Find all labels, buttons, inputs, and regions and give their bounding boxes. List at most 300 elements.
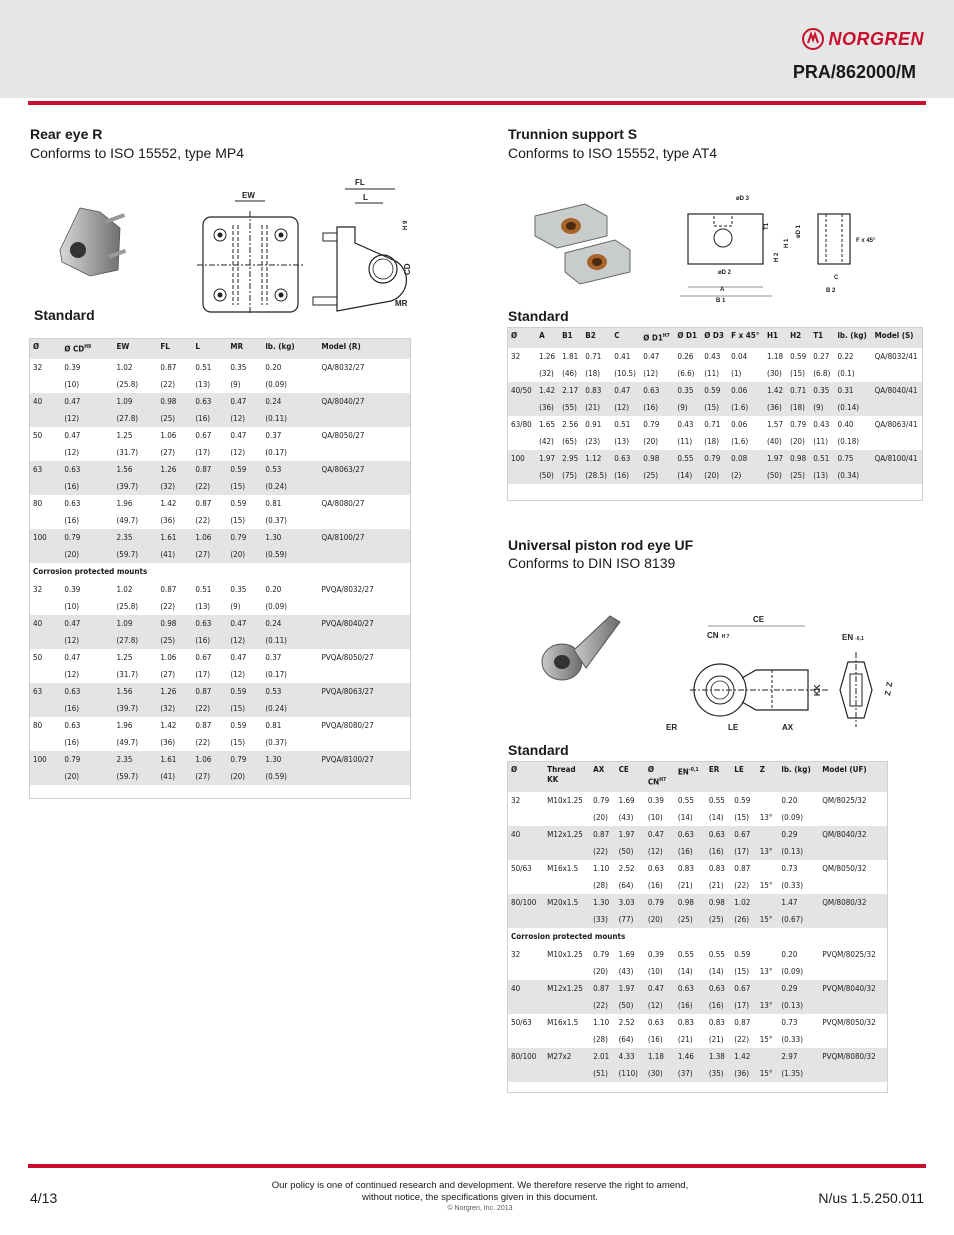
table-cell: 2.01: [589, 1048, 614, 1065]
table-cell: 50: [29, 649, 60, 666]
col-weight: lb. (kg): [833, 327, 870, 348]
table-cell: (1.35): [777, 1065, 818, 1082]
table-cell: (2): [727, 467, 763, 484]
table-cell: 0.47: [60, 393, 112, 410]
dim-z: ZZ: [883, 681, 895, 697]
col-c: C: [610, 327, 639, 348]
table-cell: 100: [507, 450, 535, 467]
table-cell: 0.98: [786, 450, 809, 467]
table-cell: 0.47: [60, 615, 112, 632]
table-cell: 0.43: [673, 416, 700, 433]
table-cell: QA/8063/41: [871, 416, 922, 433]
rear-eye-standard-label: Standard: [34, 307, 95, 323]
table-cell: (32): [156, 478, 191, 495]
table-cell: (10): [644, 963, 674, 980]
table-cell: (16): [191, 410, 226, 427]
table-cell: 0.71: [786, 382, 809, 399]
table-cell: (31.7): [112, 444, 156, 461]
table-cell: (50): [763, 467, 786, 484]
table-cell: (0.14): [833, 399, 870, 416]
dim-d2: øD 2: [718, 270, 732, 276]
table-cell: (0.17): [261, 666, 317, 683]
table-cell: 0.24: [261, 615, 317, 632]
table-cell: (32): [156, 700, 191, 717]
table-cell: (16): [674, 843, 705, 860]
table-cell: (110): [615, 1065, 644, 1082]
table-cell: (0.09): [777, 963, 818, 980]
table-cell: 0.39: [644, 946, 674, 963]
col-d1: Ø D1: [673, 327, 700, 348]
table-cell: (6.8): [809, 365, 833, 382]
table-cell: (0.24): [261, 478, 317, 495]
table-cell: 0.83: [674, 1014, 705, 1031]
col-dia: Ø: [507, 761, 543, 792]
table-cell: (22): [156, 376, 191, 393]
table-cell: 1.26: [156, 461, 191, 478]
table-cell: (25): [156, 410, 191, 427]
table-cell: 0.20: [777, 792, 818, 809]
page-number: 4/13: [30, 1190, 58, 1206]
table-cell: PVQA/8032/27: [318, 581, 410, 598]
table-cell: (25): [674, 911, 705, 928]
table-cell: (20): [589, 963, 614, 980]
table-cell: 0.59: [226, 461, 261, 478]
table-cell: (15): [226, 734, 261, 751]
table-cell: 1.06: [191, 751, 226, 768]
rod-eye-drawing: [660, 612, 905, 737]
policy-line-1: Our policy is one of continued research and development. We therefore reserve the right to amend,: [271, 1180, 689, 1191]
table-cell: QM/8080/32: [818, 894, 887, 911]
table-cell: 0.35: [226, 359, 261, 376]
rod-eye-table-border: [507, 761, 888, 1093]
table-cell: (30): [644, 1065, 674, 1082]
table-cell: (20): [226, 768, 261, 785]
col-l: L: [191, 338, 226, 359]
table-cell: (22): [191, 478, 226, 495]
table-cell: 0.67: [191, 427, 226, 444]
table-cell: 1.81: [558, 348, 581, 365]
table-cell: (22): [191, 700, 226, 717]
dim-ce: CE: [753, 615, 765, 624]
table-cell: (28.5): [581, 467, 610, 484]
table-cell: 0.47: [60, 649, 112, 666]
table-cell: QA/8032/41: [871, 348, 922, 365]
table-cell: (14): [674, 809, 705, 826]
table-cell: 1.97: [615, 826, 644, 843]
dim-l: L: [363, 193, 368, 202]
table-cell: QA/8040/27: [318, 393, 410, 410]
table-cell: 0.37: [261, 649, 317, 666]
table-cell: 0.98: [156, 615, 191, 632]
table-cell: 0.47: [226, 427, 261, 444]
table-cell: M10x1.25: [543, 946, 589, 963]
rear-eye-table-border: [29, 338, 411, 799]
table-cell: (49.7): [112, 734, 156, 751]
table-cell: (40): [763, 433, 786, 450]
table-cell: (0.18): [833, 433, 870, 450]
trunnion-standard-label: Standard: [508, 308, 569, 324]
table-cell: QA/8063/27: [318, 461, 410, 478]
table-cell: 1.47: [777, 894, 818, 911]
table-cell: 0.22: [833, 348, 870, 365]
table-cell: QA/8080/27: [318, 495, 410, 512]
table-cell: 1.96: [112, 495, 156, 512]
dim-mr: MR: [395, 299, 408, 308]
table-cell: 0.63: [705, 980, 730, 997]
table-cell: (15): [786, 365, 809, 382]
table-cell: (43): [615, 809, 644, 826]
table-cell: (27.8): [112, 632, 156, 649]
table-cell: 2.35: [112, 529, 156, 546]
rear-eye-title: Rear eye R: [30, 126, 103, 142]
table-cell: 0.87: [156, 359, 191, 376]
table-cell: (27): [156, 666, 191, 683]
table-cell: 0.26: [673, 348, 700, 365]
table-cell: 1.97: [763, 450, 786, 467]
col-d1-h7: Ø $D1^{H7}$: [639, 327, 673, 348]
table-cell: 0.87: [156, 581, 191, 598]
table-cell: (11): [809, 433, 833, 450]
table-cell: M27x2: [543, 1048, 589, 1065]
table-cell: (20): [226, 546, 261, 563]
table-cell: 0.41: [610, 348, 639, 365]
table-cell: (41): [156, 768, 191, 785]
table-cell: 1.02: [730, 894, 755, 911]
table-cell: (0.33): [777, 1031, 818, 1048]
table-cell: 40: [507, 980, 543, 997]
col-weight: lb. (kg): [777, 761, 818, 792]
table-cell: 1.10: [589, 1014, 614, 1031]
col-t1: T1: [809, 327, 833, 348]
table-cell: (14): [705, 963, 730, 980]
table-cell: 63: [29, 683, 60, 700]
table-cell: (36): [763, 399, 786, 416]
table-cell: (9): [809, 399, 833, 416]
table-cell: 0.83: [705, 860, 730, 877]
table-cell: (0.37): [261, 512, 317, 529]
table-cell: 0.79: [589, 946, 614, 963]
table-cell: (17): [191, 444, 226, 461]
col-b2: B2: [581, 327, 610, 348]
table-cell: (36): [535, 399, 558, 416]
table-cell: 0.53: [261, 683, 317, 700]
table-cell: (16): [60, 512, 112, 529]
table-cell: 0.47: [644, 826, 674, 843]
table-cell: (64): [615, 1031, 644, 1048]
table-cell: 0.08: [727, 450, 763, 467]
table-cell: (14): [705, 809, 730, 826]
table-cell: 1.30: [261, 529, 317, 546]
trunnion-photo: [525, 198, 635, 288]
table-cell: (36): [156, 512, 191, 529]
policy-note: [180, 1180, 780, 1204]
table-cell: (51): [589, 1065, 614, 1082]
table-cell: (21): [674, 1031, 705, 1048]
table-cell: 0.75: [833, 450, 870, 467]
col-b1: B1: [558, 327, 581, 348]
col-weight: lb. (kg): [261, 338, 317, 359]
bottom-divider: [28, 1164, 926, 1168]
table-cell: 1.02: [112, 359, 156, 376]
table-cell: 15°: [756, 877, 778, 894]
table-cell: 1.97: [535, 450, 558, 467]
table-cell: 0.91: [581, 416, 610, 433]
col-a: A: [535, 327, 558, 348]
table-cell: 1.06: [156, 427, 191, 444]
table-cell: 0.20: [777, 946, 818, 963]
rear-eye-photo: [50, 200, 130, 280]
table-cell: 0.20: [261, 581, 317, 598]
norgren-logo: [802, 28, 924, 50]
table-cell: (12): [644, 997, 674, 1014]
table-cell: 50/63: [507, 1014, 543, 1031]
dim-le: LE: [728, 723, 739, 732]
table-cell: QA/8050/27: [318, 427, 410, 444]
table-cell: (21): [705, 1031, 730, 1048]
table-cell: 0.81: [261, 717, 317, 734]
table-cell: (1.6): [727, 433, 763, 450]
table-cell: 1.42: [156, 495, 191, 512]
table-cell: 40: [29, 393, 60, 410]
table-cell: 1.69: [615, 946, 644, 963]
table-cell: 0.79: [589, 792, 614, 809]
table-cell: (13): [809, 467, 833, 484]
table-cell: (0.09): [777, 809, 818, 826]
table-cell: 80: [29, 495, 60, 512]
table-cell: (15): [226, 512, 261, 529]
table-cell: 0.63: [644, 860, 674, 877]
table-cell: (41): [156, 546, 191, 563]
table-cell: (12): [639, 365, 673, 382]
table-cell: 1.18: [763, 348, 786, 365]
table-cell: (0.11): [261, 632, 317, 649]
table-cell: 80/100: [507, 894, 543, 911]
table-cell: M12x1.25: [543, 980, 589, 997]
table-cell: (37): [674, 1065, 705, 1082]
col-dia: Ø: [29, 338, 60, 359]
table-cell: 0.79: [786, 416, 809, 433]
table-cell: (0.59): [261, 768, 317, 785]
table-cell: PVQM/8025/32: [818, 946, 887, 963]
table-cell: 1.57: [763, 416, 786, 433]
table-cell: 80/100: [507, 1048, 543, 1065]
table-cell: 1.25: [112, 649, 156, 666]
table-cell: 0.47: [644, 980, 674, 997]
table-cell: QA/8100/41: [871, 450, 922, 467]
table-cell: (16): [674, 997, 705, 1014]
dim-c: C: [834, 275, 839, 281]
corrosion-label: Corrosion protected mounts: [29, 563, 410, 581]
table-cell: 0.71: [581, 348, 610, 365]
table-cell: 1.26: [535, 348, 558, 365]
table-cell: (9): [226, 376, 261, 393]
table-cell: (25): [639, 467, 673, 484]
table-cell: (21): [705, 877, 730, 894]
table-cell: (0.1): [833, 365, 870, 382]
table-cell: (25): [156, 632, 191, 649]
table-cell: 15°: [756, 1065, 778, 1082]
col-model: Model (UF): [818, 761, 887, 792]
table-cell: (22): [156, 598, 191, 615]
table-cell: 1.18: [644, 1048, 674, 1065]
brand-name: NORGREN: [828, 28, 924, 49]
table-cell: 0.59: [700, 382, 727, 399]
table-cell: 0.47: [226, 615, 261, 632]
table-cell: (26): [730, 911, 755, 928]
col-cn: Ø $CN^{H7}$: [644, 761, 674, 792]
table-cell: 1.12: [581, 450, 610, 467]
table-cell: 0.24: [261, 393, 317, 410]
table-cell: (33): [589, 911, 614, 928]
table-cell: (27): [191, 768, 226, 785]
dim-b1: B 1: [716, 298, 726, 304]
table-cell: 0.63: [705, 826, 730, 843]
table-cell: (9): [226, 598, 261, 615]
table-cell: 0.59: [786, 348, 809, 365]
table-cell: (39.7): [112, 700, 156, 717]
table-cell: (0.09): [261, 598, 317, 615]
table-cell: M16x1.5: [543, 860, 589, 877]
rod-eye-subtitle: Conforms to DIN ISO 8139: [508, 555, 676, 571]
dim-ax: AX: [782, 723, 794, 732]
table-cell: PVQA/8040/27: [318, 615, 410, 632]
copyright: © Norgren, Inc. 2013: [447, 1205, 513, 1212]
table-cell: 63/80: [507, 416, 535, 433]
table-cell: PVQA/8100/27: [318, 751, 410, 768]
table-cell: (42): [535, 433, 558, 450]
table-cell: (28): [589, 877, 614, 894]
table-cell: (15): [226, 478, 261, 495]
table-cell: 0.79: [226, 751, 261, 768]
table-cell: (16): [639, 399, 673, 416]
table-cell: (13): [191, 376, 226, 393]
table-cell: 2.56: [558, 416, 581, 433]
table-cell: (25): [786, 467, 809, 484]
table-cell: 100: [29, 529, 60, 546]
table-cell: 0.71: [700, 416, 727, 433]
rod-eye-standard-label: Standard: [508, 742, 569, 758]
table-cell: (12): [60, 666, 112, 683]
table-cell: (22): [730, 1031, 755, 1048]
table-cell: 1.96: [112, 717, 156, 734]
table-cell: (16): [644, 877, 674, 894]
table-cell: (27.8): [112, 410, 156, 427]
table-cell: (12): [226, 666, 261, 683]
table-cell: 0.73: [777, 1014, 818, 1031]
table-cell: 63: [29, 461, 60, 478]
table-cell: 2.52: [615, 1014, 644, 1031]
table-cell: 0.87: [191, 683, 226, 700]
table-cell: 0.55: [674, 946, 705, 963]
dim-b2: B 2: [826, 288, 836, 294]
table-cell: (27): [191, 546, 226, 563]
table-cell: 0.63: [674, 980, 705, 997]
document-reference: N/us 1.5.250.011: [818, 1190, 924, 1206]
table-cell: (16): [60, 478, 112, 495]
table-cell: (50): [615, 997, 644, 1014]
table-cell: (15): [730, 809, 755, 826]
table-cell: (22): [730, 877, 755, 894]
trunnion-drawing: [680, 190, 885, 308]
table-cell: 0.55: [705, 946, 730, 963]
col-fl: FL: [156, 338, 191, 359]
table-cell: 1.61: [156, 529, 191, 546]
table-cell: (1): [727, 365, 763, 382]
table-cell: (59.7): [112, 768, 156, 785]
table-cell: 40: [29, 615, 60, 632]
rod-eye-title: Universal piston rod eye UF: [508, 537, 694, 553]
table-cell: 32: [29, 359, 60, 376]
table-cell: (75): [558, 467, 581, 484]
table-cell: 0.31: [833, 382, 870, 399]
table-cell: (10): [644, 809, 674, 826]
table-cell: 1.42: [763, 382, 786, 399]
table-cell: 0.98: [705, 894, 730, 911]
dim-ew: EW: [242, 191, 255, 200]
table-cell: 32: [507, 946, 543, 963]
table-cell: (43): [615, 963, 644, 980]
col-cd: Ø $CD^{H9}$: [60, 338, 112, 359]
table-cell: (0.13): [777, 843, 818, 860]
table-cell: (15): [730, 963, 755, 980]
table-cell: (12): [60, 410, 112, 427]
table-cell: (16): [705, 843, 730, 860]
col-h2: H2: [786, 327, 809, 348]
table-cell: QM/8050/32: [818, 860, 887, 877]
table-cell: 1.02: [112, 581, 156, 598]
table-cell: 0.40: [833, 416, 870, 433]
table-cell: PVQA/8080/27: [318, 717, 410, 734]
table-cell: (36): [156, 734, 191, 751]
table-cell: (10.5): [610, 365, 639, 382]
corrosion-label: Corrosion protected mounts: [507, 928, 887, 946]
table-cell: (18): [700, 433, 727, 450]
table-cell: 0.35: [226, 581, 261, 598]
table-cell: (12): [226, 444, 261, 461]
table-cell: 0.79: [700, 450, 727, 467]
table-cell: 32: [507, 792, 543, 809]
norgren-emblem-icon: [802, 28, 824, 50]
table-cell: QM/8025/32: [818, 792, 887, 809]
table-cell: 1.65: [535, 416, 558, 433]
table-cell: 2.52: [615, 860, 644, 877]
trunnion-table-border: [507, 327, 923, 501]
dim-er: ER: [666, 723, 678, 732]
table-cell: 40: [507, 826, 543, 843]
rear-eye-drawing: [195, 175, 420, 315]
table-cell: (16): [644, 1031, 674, 1048]
table-cell: 1.30: [589, 894, 614, 911]
table-cell: (20): [644, 911, 674, 928]
col-le: LE: [730, 761, 755, 792]
table-cell: 3.03: [615, 894, 644, 911]
table-cell: 1.69: [615, 792, 644, 809]
table-cell: 0.51: [809, 450, 833, 467]
table-cell: (23): [581, 433, 610, 450]
table-cell: (31.7): [112, 666, 156, 683]
table-cell: 1.42: [730, 1048, 755, 1065]
table-cell: 0.06: [727, 382, 763, 399]
table-cell: 0.73: [777, 860, 818, 877]
col-thread: Thread KK: [543, 761, 589, 792]
table-cell: (20): [60, 546, 112, 563]
table-cell: 1.56: [112, 683, 156, 700]
table-cell: 2.35: [112, 751, 156, 768]
table-cell: (10): [60, 598, 112, 615]
table-cell: (0.17): [261, 444, 317, 461]
table-cell: (25.8): [112, 598, 156, 615]
table-cell: (20): [589, 809, 614, 826]
